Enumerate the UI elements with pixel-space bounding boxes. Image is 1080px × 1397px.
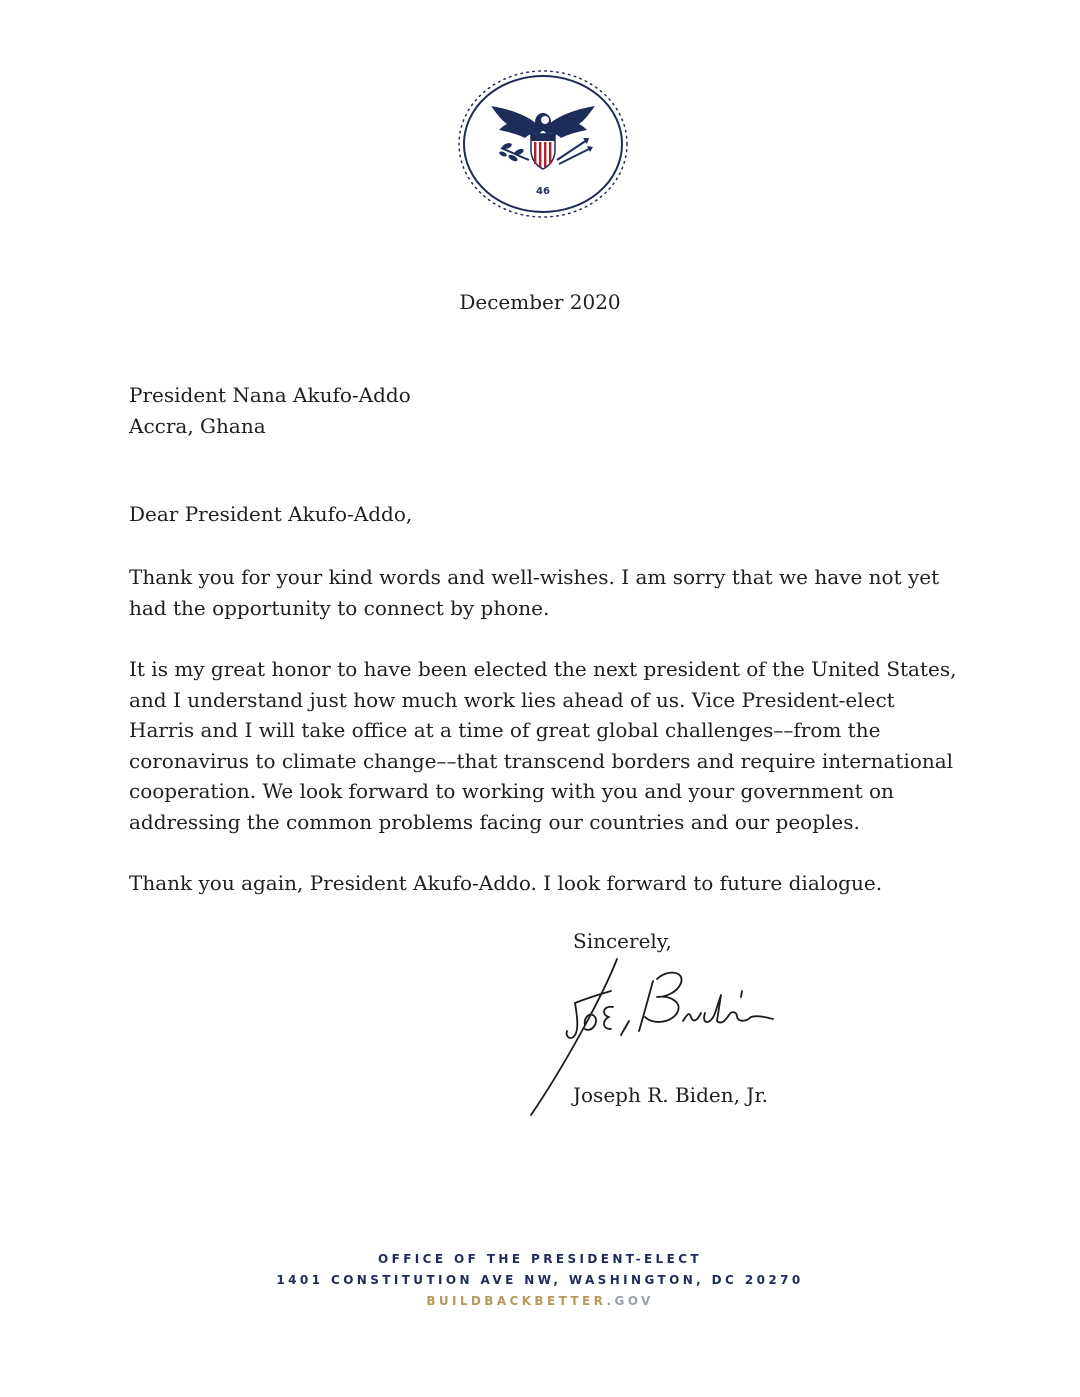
recipient-name: President Nana Akufo-Addo xyxy=(129,383,411,407)
footer-address: 1401 CONSTITUTION AVE NW, WASHINGTON, DC 20270 xyxy=(276,1273,804,1287)
letter-date: December 2020 xyxy=(459,290,621,314)
footer-website-domain: BUILDBACKBETTER xyxy=(426,1294,607,1308)
presidential-eagle-seal-icon xyxy=(455,68,631,220)
signer-name: Joseph R. Biden, Jr. xyxy=(573,1083,769,1107)
body-paragraph-2: It is my great honor to have been elected the next president of the United States, and I understand just how much work lies ahead of us. Vice President-elect Harris and I will take office at a time of great global challenges––from the coronavirus to climate change––that transcend borders and require international cooperation. We look forward to working with you and your government on addressing the common problems facing our countries and our peoples. xyxy=(129,657,957,834)
salutation: Dear President Akufo-Addo, xyxy=(129,502,413,526)
body-paragraph-1: Thank you for your kind words and well-wishes. I am sorry that we have not yet had the opportunity to connect by phone. xyxy=(129,565,940,620)
recipient-address xyxy=(129,380,411,442)
closing: Sincerely, xyxy=(573,929,672,953)
body-paragraph-3: Thank you again, President Akufo-Addo. I look forward to future dialogue. xyxy=(129,871,883,895)
footer-office: OFFICE OF THE PRESIDENT-ELECT xyxy=(378,1252,702,1266)
recipient-location: Accra, Ghana xyxy=(129,414,266,438)
seal-number: 46 xyxy=(536,186,550,197)
footer-website[interactable] xyxy=(0,1294,1080,1308)
footer-website-tld: .GOV xyxy=(606,1294,654,1308)
